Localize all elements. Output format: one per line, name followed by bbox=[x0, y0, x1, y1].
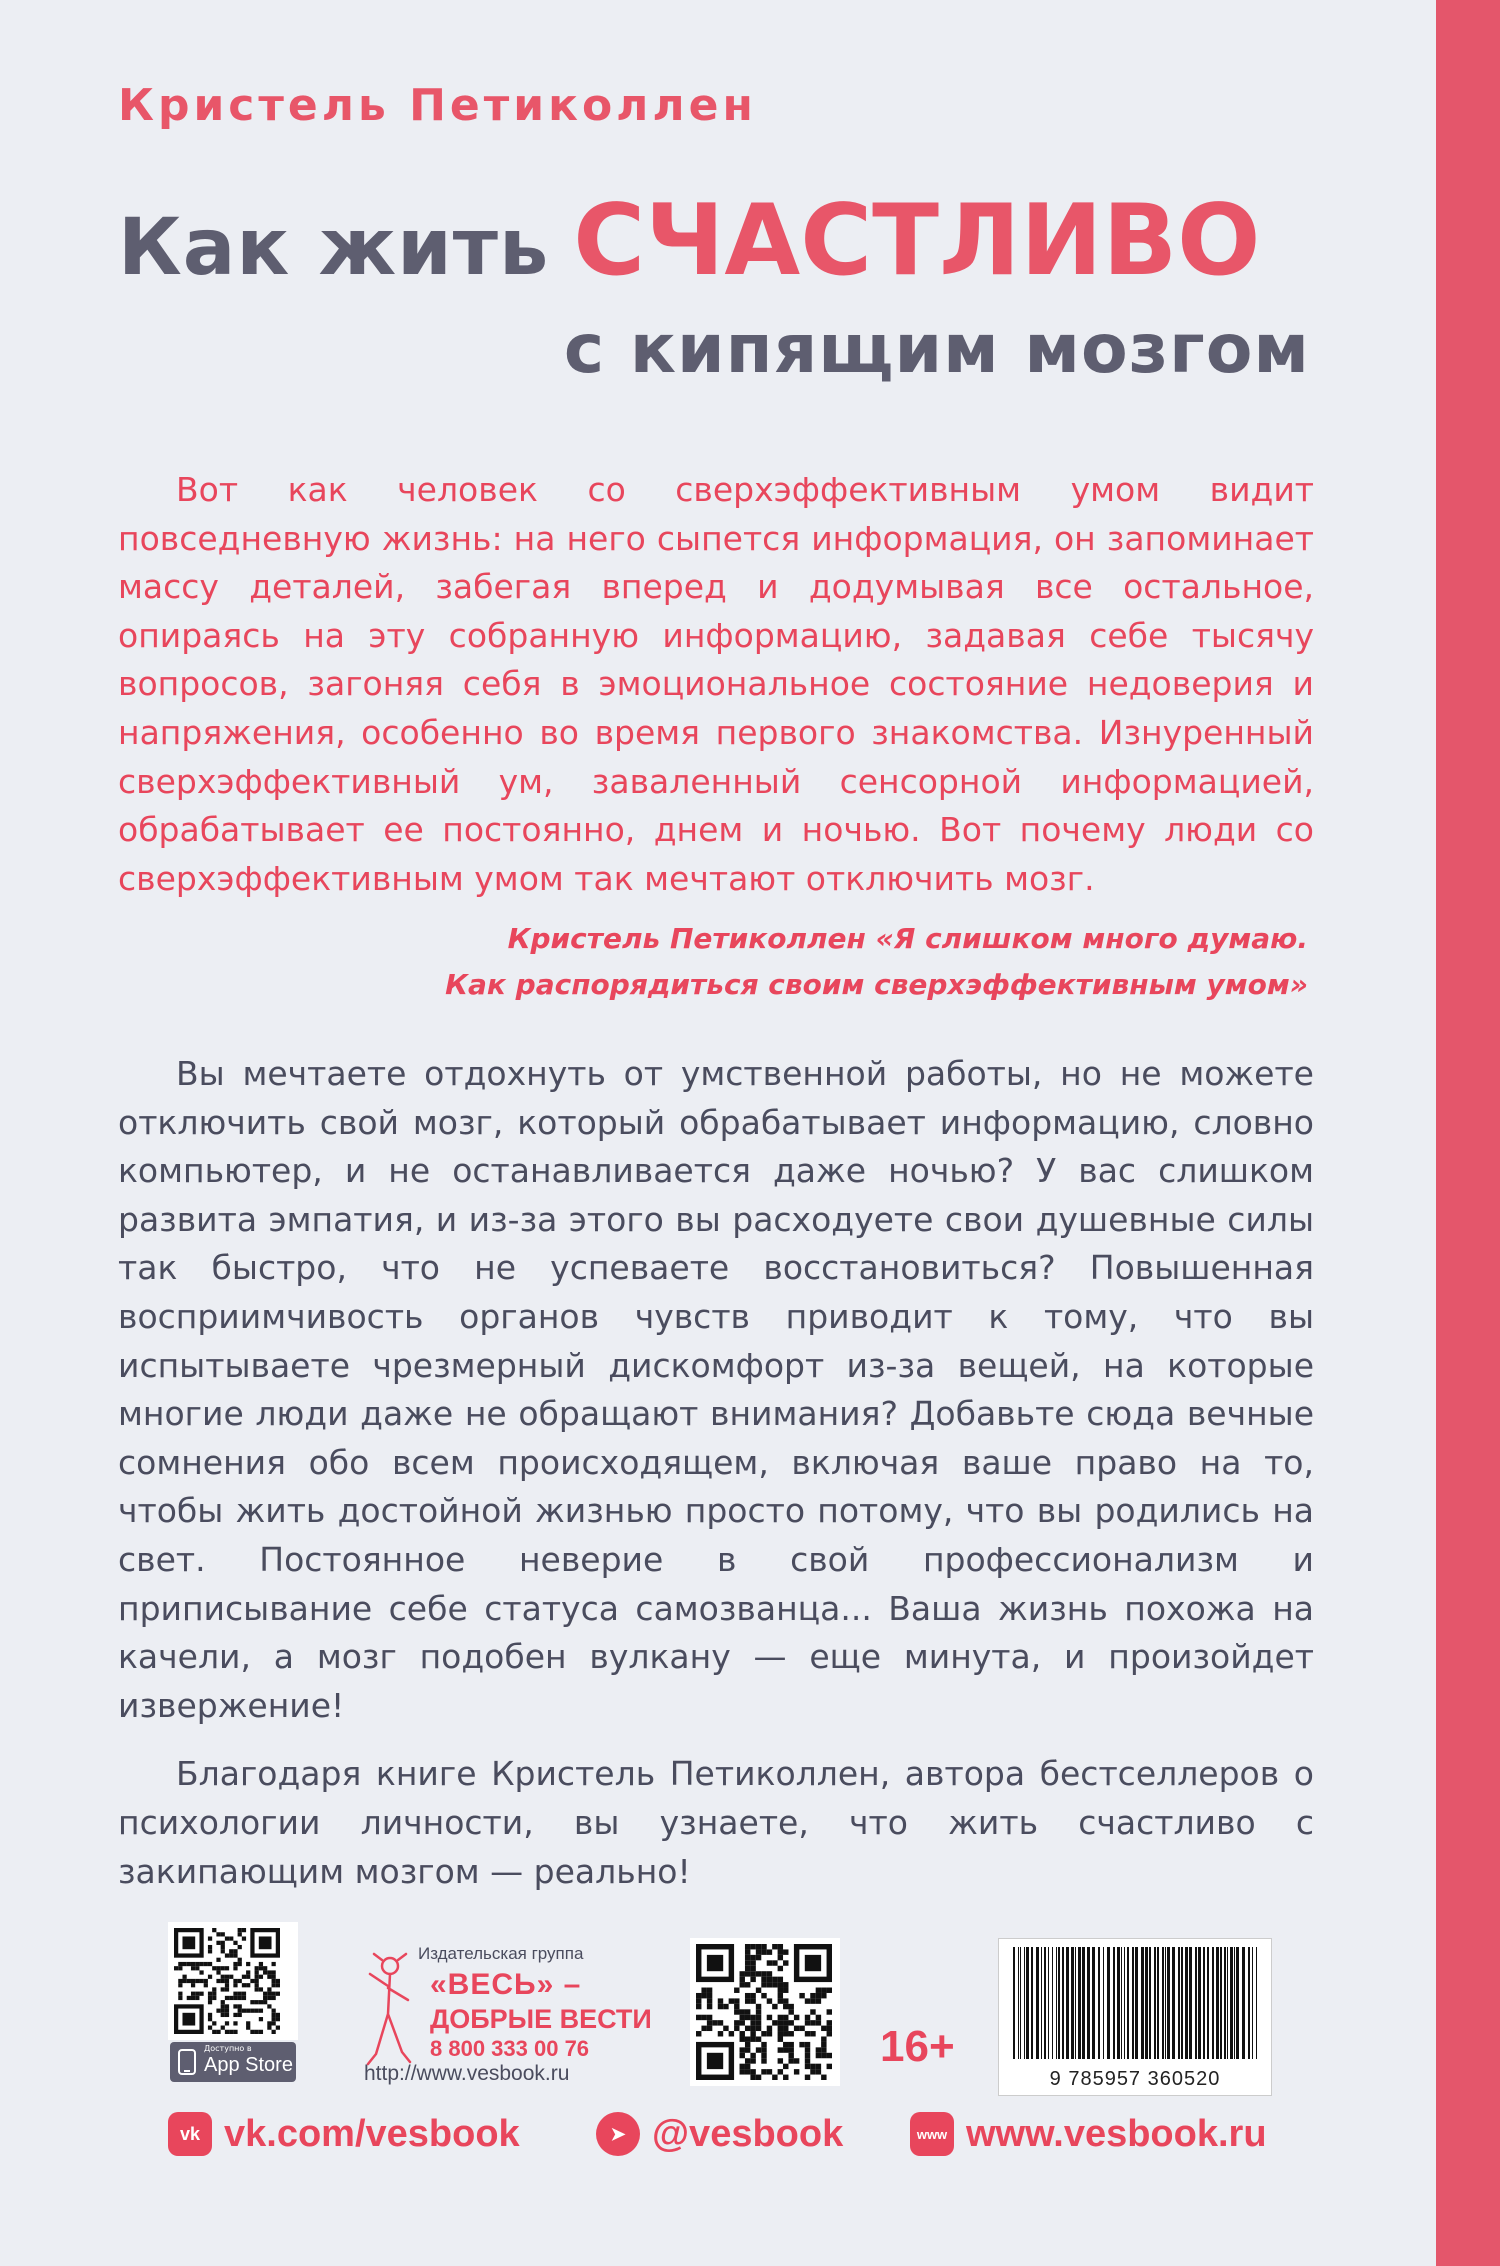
social-telegram-label: @vesbook bbox=[652, 2112, 844, 2155]
social-vk[interactable] bbox=[168, 2108, 520, 2160]
publisher-phone: 8 800 333 00 76 bbox=[430, 2036, 590, 2061]
qr-code-app-graphic bbox=[168, 1922, 298, 2040]
publisher-block bbox=[360, 1938, 652, 2088]
citation-line-2: Как распорядиться своим сверхэффективным умом» bbox=[445, 968, 1308, 1001]
spine-stripe bbox=[1436, 0, 1500, 2266]
qr-code-site bbox=[690, 1938, 840, 2086]
app-store-small-label: Доступно в bbox=[204, 2044, 252, 2053]
vk-icon: vk bbox=[168, 2112, 212, 2156]
quote-text: Вот как человек со сверхэффективным умом видит повседневную жизнь: на него сыпется информация, он запоминает массу деталей, забегая вперед и додумывая все остальное, опираясь на эту собранную информацию, задавая себе тысячу вопросов, загоняя себя в эмоциональное состояние недоверия и напряжения, особенно во время первого знакомства. Изнуренный сверхэффективный ум, заваленный сенсорной информацией, обрабатывает ее постоянно, днем и ночью. Вот почему люди со сверхэффективным умом так мечтают отключить мозг. bbox=[118, 470, 1314, 898]
publisher-group-label: Издательская группа bbox=[418, 1944, 584, 1963]
social-website-label: www.vesbook.ru bbox=[966, 2112, 1267, 2155]
social-website[interactable] bbox=[910, 2108, 1267, 2160]
publisher-name: «ВЕСЬ» – bbox=[430, 1968, 582, 2001]
title-accent-part: СЧАСТЛИВО bbox=[573, 184, 1261, 298]
description-block bbox=[118, 1050, 1314, 1896]
title-line-2: с кипящим мозгом bbox=[563, 310, 1310, 389]
publisher-slogan: ДОБРЫЕ ВЕСТИ bbox=[430, 2004, 652, 2034]
author-name: Кристель Петиколлен bbox=[118, 80, 757, 131]
qr-code-app bbox=[168, 1922, 298, 2040]
quote-citation bbox=[445, 916, 1308, 1008]
isbn-digits: 9 785957 360520 bbox=[1049, 2068, 1221, 2090]
quote-block bbox=[118, 466, 1314, 903]
apple-icon bbox=[176, 2048, 198, 2076]
qr-code-site-graphic bbox=[690, 1938, 840, 2086]
app-store-badge[interactable] bbox=[170, 2042, 296, 2082]
telegram-icon: ➤ bbox=[596, 2112, 640, 2156]
title-dark-part: Как жить bbox=[118, 203, 550, 293]
description-paragraph-2: Благодаря книге Кристель Петиколлен, автора бестселлеров о психологии личности, вы узнаете, что жить счастливо с закипающим мозгом — реально! bbox=[118, 1754, 1314, 1891]
title-line-1 bbox=[118, 184, 1260, 298]
barcode-bars bbox=[999, 1939, 1271, 2065]
description-paragraph-1: Вы мечтаете отдохнуть от умственной работы, но не можете отключить свой мозг, который обрабатывает информацию, словно компьютер, и не останавливается даже ночью? У вас слишком развита эмпатия, и из-за этого вы расходуете свои душевные силы так быстро, что не успеваете восстановиться? Повышенная восприимчивость органов чувств приводит к тому, что вы испытываете чрезмерный дискомфорт из-за вещей, на которые многие люди даже не обращают внимания? Добавьте сюда вечные сомнения обо всем происходящем, включая ваше право на то, чтобы жить достойной жизнью просто потому, что вы родились на свет. Постоянное неверие в свой профессионализм и приписывание себе статуса самозванца... Ваша жизнь похожа на качели, а мозг подобен вулкану — еще минута, и произойдет извержение! bbox=[118, 1054, 1314, 1725]
social-vk-label: vk.com/vesbook bbox=[224, 2112, 520, 2155]
app-store-label: App Store bbox=[204, 2054, 293, 2076]
age-rating: 16+ bbox=[880, 2022, 955, 2071]
publisher-url[interactable]: http://www.vesbook.ru bbox=[364, 2062, 570, 2085]
isbn-barcode bbox=[998, 1938, 1272, 2096]
social-telegram[interactable] bbox=[596, 2108, 843, 2160]
globe-icon: www bbox=[910, 2112, 954, 2156]
citation-line-1: Кристель Петиколлен «Я слишком много думаю. bbox=[507, 922, 1308, 955]
